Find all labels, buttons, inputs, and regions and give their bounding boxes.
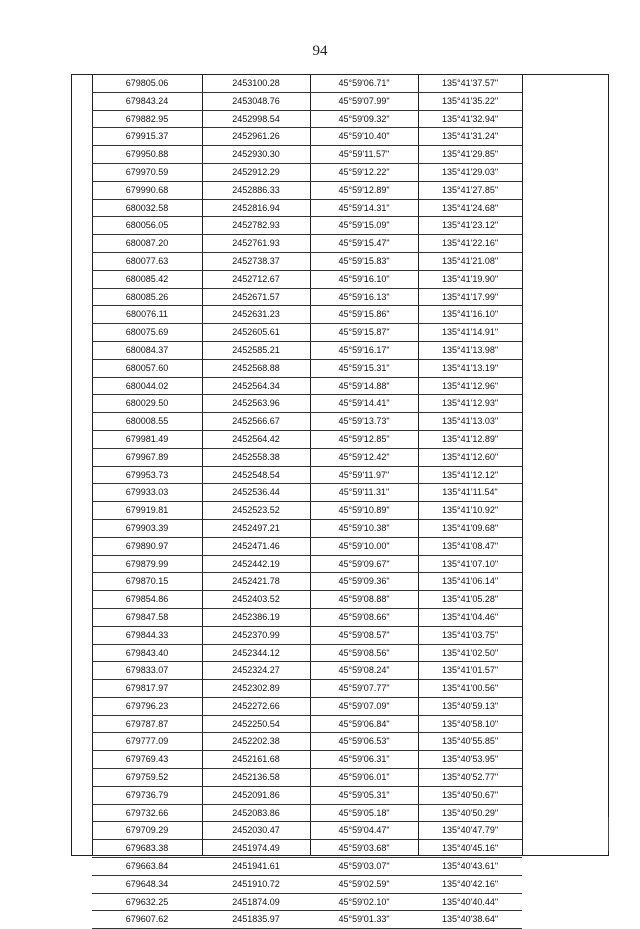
x-coordinate-cell: 679870.15 (125, 576, 169, 587)
x-coordinate-cell: 679648.34 (125, 878, 169, 889)
longitude-cell: 135°41'12.93" (441, 398, 499, 409)
longitude-cell: 135°41'27.85" (441, 184, 499, 195)
latitude-cell: 45°59'06.71" (338, 78, 390, 88)
longitude-cell: 135°40'47.79" (441, 825, 499, 836)
y-coordinate-cell: 2452202.38 (232, 736, 280, 747)
y-coordinate-cell: 2452161.68 (232, 754, 280, 765)
table-row (92, 911, 522, 929)
y-coordinate-cell: 2452030.47 (232, 825, 280, 836)
y-coordinate-cell: 2452370.99 (232, 629, 280, 640)
y-coordinate-cell: 2452272.66 (232, 700, 280, 711)
y-coordinate-cell: 2452536.44 (232, 487, 280, 498)
y-coordinate-cell: 2452250.54 (232, 718, 280, 729)
longitude-cell: 135°40'45.16" (441, 843, 499, 854)
table-row (92, 573, 522, 591)
x-coordinate-cell: 679981.49 (125, 433, 169, 444)
x-coordinate-cell: 679732.66 (125, 807, 169, 818)
x-coordinate-cell: 679796.23 (125, 700, 169, 711)
longitude-cell: 135°41'09.68" (441, 522, 499, 533)
x-coordinate-cell: 680044.02 (125, 380, 169, 391)
latitude-cell: 45°59'11.31" (338, 487, 390, 498)
y-coordinate-cell: 2452712.67 (232, 273, 280, 284)
x-coordinate-cell: 680085.26 (125, 291, 169, 302)
longitude-cell: 135°41'00.56" (441, 683, 499, 694)
x-coordinate-cell: 679950.88 (125, 149, 169, 160)
table-row (92, 484, 522, 502)
longitude-cell: 135°41'31.24" (441, 131, 499, 142)
y-coordinate-cell: 2452136.58 (232, 772, 280, 783)
table-row (92, 822, 522, 840)
x-coordinate-cell: 679890.97 (125, 540, 169, 551)
x-coordinate-cell: 679915.37 (125, 131, 169, 142)
y-coordinate-cell: 2452585.21 (232, 344, 280, 355)
latitude-cell: 45°59'07.99" (338, 95, 390, 106)
latitude-cell: 45°59'07.77" (338, 683, 390, 694)
longitude-cell: 135°41'23.12" (441, 220, 499, 231)
longitude-cell: 135°40'42.16" (441, 878, 499, 889)
latitude-cell: 45°59'03.07" (338, 861, 390, 872)
x-coordinate-cell: 679833.07 (125, 665, 169, 676)
longitude-cell: 135°41'32.94" (441, 113, 499, 124)
x-coordinate-cell: 679933.03 (125, 487, 169, 498)
x-coordinate-cell: 679990.68 (125, 184, 169, 195)
latitude-cell: 45°59'13.73" (338, 416, 390, 427)
longitude-cell: 135°41'21.08" (441, 255, 499, 266)
latitude-cell: 45°59'16.10" (338, 273, 390, 284)
x-coordinate-cell: 679879.99 (125, 558, 169, 569)
x-coordinate-cell: 679663.84 (125, 861, 169, 872)
latitude-cell: 45°59'06.53" (338, 736, 390, 747)
x-coordinate-cell: 679882.95 (125, 113, 169, 124)
y-coordinate-cell: 2452558.38 (232, 451, 280, 462)
table-row (92, 146, 522, 164)
y-coordinate-cell: 2452568.88 (232, 362, 280, 373)
latitude-cell: 45°59'06.01" (338, 772, 390, 783)
table-row (92, 894, 522, 912)
x-coordinate-cell: 680008.55 (125, 416, 169, 427)
table-row (92, 840, 522, 858)
x-coordinate-cell: 680075.69 (125, 327, 169, 338)
longitude-cell: 135°41'12.12" (441, 469, 499, 480)
y-coordinate-cell: 2452442.19 (232, 558, 280, 569)
longitude-cell: 135°41'22.16" (441, 238, 499, 249)
table-row (92, 200, 522, 218)
longitude-cell: 135°41'35.22" (441, 95, 499, 106)
latitude-cell: 45°59'11.57" (338, 149, 390, 160)
latitude-cell: 45°59'08.66" (338, 611, 390, 622)
x-coordinate-cell: 679736.79 (125, 789, 169, 800)
latitude-cell: 45°59'07.09" (338, 700, 390, 711)
y-coordinate-cell: 2452761.93 (232, 238, 280, 249)
longitude-cell: 135°40'40.44" (441, 896, 499, 907)
table-row (92, 164, 522, 182)
latitude-cell: 45°59'08.24" (338, 665, 390, 676)
table-row (92, 680, 522, 698)
x-coordinate-cell: 679769.43 (125, 754, 169, 765)
table-row (92, 520, 522, 538)
longitude-cell: 135°41'16.10" (441, 309, 499, 320)
longitude-cell: 135°41'13.98" (441, 344, 499, 355)
latitude-cell: 45°59'12.22" (338, 166, 390, 177)
longitude-cell: 135°40'59.13" (441, 700, 499, 711)
longitude-cell: 135°41'10.92" (441, 505, 499, 516)
table-row (92, 342, 522, 360)
y-coordinate-cell: 2451910.72 (232, 878, 280, 889)
latitude-cell: 45°59'14.41" (338, 398, 390, 409)
y-coordinate-cell: 2452566.67 (232, 416, 280, 427)
latitude-cell: 45°59'15.86" (338, 309, 390, 320)
y-coordinate-cell: 2452083.86 (232, 807, 280, 818)
latitude-cell: 45°59'08.56" (338, 647, 390, 658)
x-coordinate-cell: 679843.40 (125, 647, 169, 658)
table-row (92, 271, 522, 289)
latitude-cell: 45°59'09.67" (338, 558, 390, 569)
table-row (92, 217, 522, 235)
y-coordinate-cell: 2451974.49 (232, 843, 280, 854)
y-coordinate-cell: 2453048.76 (232, 95, 280, 106)
latitude-cell: 45°59'04.47" (338, 825, 390, 836)
y-coordinate-cell: 2452564.42 (232, 433, 280, 444)
table-row (92, 556, 522, 574)
x-coordinate-cell: 679919.81 (125, 505, 169, 516)
longitude-cell: 135°41'08.47" (441, 540, 499, 551)
latitude-cell: 45°59'01.33" (338, 914, 390, 925)
x-coordinate-cell: 679709.29 (125, 825, 169, 836)
x-coordinate-cell: 680085.42 (125, 273, 169, 284)
x-coordinate-cell: 680032.58 (125, 202, 169, 213)
longitude-cell: 135°41'03.75" (441, 629, 499, 640)
y-coordinate-cell: 2451874.09 (232, 896, 280, 907)
table-row (92, 306, 522, 324)
latitude-cell: 45°59'10.38" (338, 522, 390, 533)
table-row (92, 449, 522, 467)
table-row (92, 289, 522, 307)
x-coordinate-cell: 679777.09 (125, 736, 169, 747)
latitude-cell: 45°59'14.88" (338, 380, 390, 391)
table-row (92, 93, 522, 111)
latitude-cell: 45°59'02.10" (338, 896, 390, 907)
x-coordinate-cell: 680087.20 (125, 238, 169, 249)
latitude-cell: 45°59'06.84" (338, 718, 390, 729)
longitude-cell: 135°41'02.50" (441, 647, 499, 658)
table-row (92, 805, 522, 823)
latitude-cell: 45°59'05.18" (338, 807, 390, 818)
latitude-cell: 45°59'06.31" (338, 754, 390, 765)
x-coordinate-cell: 679843.24 (125, 95, 169, 106)
x-coordinate-cell: 680029.50 (125, 398, 169, 409)
y-coordinate-cell: 2452961.26 (232, 131, 280, 142)
latitude-cell: 45°59'12.42" (338, 451, 390, 462)
y-coordinate-cell: 2452998.54 (232, 113, 280, 124)
longitude-cell: 135°41'12.96" (441, 380, 499, 391)
longitude-cell: 135°41'13.19" (441, 362, 499, 373)
table-row (92, 769, 522, 787)
x-coordinate-cell: 679817.97 (125, 683, 169, 694)
y-coordinate-cell: 2452344.12 (232, 647, 280, 658)
table-row (92, 235, 522, 253)
margin-mark (608, 817, 609, 851)
coordinates-table (71, 74, 609, 925)
longitude-cell: 135°41'24.68" (441, 202, 499, 213)
y-coordinate-cell: 2452782.93 (232, 220, 280, 231)
y-coordinate-cell: 2452471.46 (232, 540, 280, 551)
latitude-cell: 45°59'12.85" (338, 433, 390, 444)
y-coordinate-cell: 2452738.37 (232, 255, 280, 266)
table-row (92, 253, 522, 271)
y-coordinate-cell: 2453100.28 (232, 78, 280, 88)
y-coordinate-cell: 2452671.57 (232, 291, 280, 302)
y-coordinate-cell: 2451835.97 (232, 914, 280, 925)
latitude-cell: 45°59'15.83" (338, 255, 390, 266)
longitude-cell: 135°40'55.85" (441, 736, 499, 747)
latitude-cell: 45°59'15.09" (338, 220, 390, 231)
longitude-cell: 135°41'05.28" (441, 594, 499, 605)
x-coordinate-cell: 680077.63 (125, 255, 169, 266)
x-coordinate-cell: 680084.37 (125, 344, 169, 355)
latitude-cell: 45°59'15.87" (338, 327, 390, 338)
longitude-cell: 135°41'11.54" (442, 487, 498, 498)
longitude-cell: 135°40'58.10" (441, 718, 499, 729)
latitude-cell: 45°59'08.57" (338, 629, 390, 640)
y-coordinate-cell: 2452302.89 (232, 683, 280, 694)
longitude-cell: 135°41'19.90" (441, 273, 499, 284)
x-coordinate-cell: 679847.58 (125, 611, 169, 622)
table-row (92, 324, 522, 342)
longitude-cell: 135°40'52.77" (441, 772, 499, 783)
table-row (92, 467, 522, 485)
table-row (92, 858, 522, 876)
table-row (92, 413, 522, 431)
y-coordinate-cell: 2452523.52 (232, 505, 280, 516)
longitude-cell: 135°40'50.29" (441, 807, 499, 818)
latitude-cell: 45°59'08.88" (338, 594, 390, 605)
table-row (92, 378, 522, 396)
longitude-cell: 135°41'29.03" (441, 166, 499, 177)
x-coordinate-cell: 679967.89 (125, 451, 169, 462)
y-coordinate-cell: 2452912.29 (232, 166, 280, 177)
table-row (92, 876, 522, 894)
longitude-cell: 135°41'12.89" (441, 433, 499, 444)
y-coordinate-cell: 2452563.96 (232, 398, 280, 409)
x-coordinate-cell: 679632.25 (125, 896, 169, 907)
latitude-cell: 45°59'03.68" (338, 843, 390, 854)
y-coordinate-cell: 2452816.94 (232, 202, 280, 213)
y-coordinate-cell: 2452548.54 (232, 469, 280, 480)
y-coordinate-cell: 2451941.61 (232, 861, 280, 872)
longitude-cell: 135°40'43.61" (441, 861, 499, 872)
longitude-cell: 135°41'04.46" (441, 611, 499, 622)
x-coordinate-cell: 679787.87 (125, 718, 169, 729)
x-coordinate-cell: 679903.39 (125, 522, 169, 533)
y-coordinate-cell: 2452605.61 (232, 327, 280, 338)
longitude-cell: 135°41'14.91" (441, 327, 499, 338)
latitude-cell: 45°59'16.13" (338, 291, 390, 302)
latitude-cell: 45°59'09.32" (338, 113, 390, 124)
table-row (92, 662, 522, 680)
table-row (92, 751, 522, 769)
y-coordinate-cell: 2452386.19 (232, 611, 280, 622)
longitude-cell: 135°41'06.14" (441, 576, 499, 587)
x-coordinate-cell: 680056.05 (125, 220, 169, 231)
latitude-cell: 45°59'09.36" (338, 576, 390, 587)
table-row (92, 787, 522, 805)
table-row (92, 627, 522, 645)
y-coordinate-cell: 2452886.33 (232, 184, 280, 195)
table-row (92, 733, 522, 751)
latitude-cell: 45°59'15.31" (338, 362, 390, 373)
x-coordinate-cell: 679970.59 (125, 166, 169, 177)
longitude-cell: 135°40'50.67" (441, 789, 499, 800)
table-row (92, 538, 522, 556)
x-coordinate-cell: 679759.52 (125, 772, 169, 783)
x-coordinate-cell: 679683.38 (125, 843, 169, 854)
latitude-cell: 45°59'02.59" (338, 878, 390, 889)
y-coordinate-cell: 2452403.52 (232, 594, 280, 605)
longitude-cell: 135°40'38.64" (441, 914, 499, 925)
table-row (92, 591, 522, 609)
table-row (92, 395, 522, 413)
table-row (92, 75, 522, 93)
y-coordinate-cell: 2452324.27 (232, 665, 280, 676)
latitude-cell: 45°59'14.31" (338, 202, 390, 213)
latitude-cell: 45°59'10.89" (338, 505, 390, 516)
x-coordinate-cell: 680076.11 (126, 309, 168, 320)
y-coordinate-cell: 2452631.23 (232, 309, 280, 320)
x-coordinate-cell: 680057.60 (125, 362, 169, 373)
table-row (92, 502, 522, 520)
y-coordinate-cell: 2452564.34 (232, 380, 280, 391)
x-coordinate-cell: 679805.06 (125, 78, 169, 88)
y-coordinate-cell: 2452091.86 (232, 789, 280, 800)
longitude-cell: 135°41'17.99" (441, 291, 499, 302)
longitude-cell: 135°41'12.60" (441, 451, 499, 462)
longitude-cell: 135°41'37.57" (441, 78, 499, 88)
latitude-cell: 45°59'16.17" (338, 344, 390, 355)
table-row (92, 431, 522, 449)
latitude-cell: 45°59'12.89" (338, 184, 390, 195)
longitude-cell: 135°41'13.03" (441, 416, 499, 427)
x-coordinate-cell: 679607.62 (125, 914, 169, 925)
table-body (92, 75, 522, 929)
y-coordinate-cell: 2452930.30 (232, 149, 280, 160)
latitude-cell: 45°59'15.47" (338, 238, 390, 249)
table-row (92, 645, 522, 663)
table-row (92, 128, 522, 146)
table-row (92, 716, 522, 734)
latitude-cell: 45°59'10.00" (338, 540, 390, 551)
x-coordinate-cell: 679953.73 (125, 469, 169, 480)
x-coordinate-cell: 679844.33 (125, 629, 169, 640)
latitude-cell: 45°59'11.97" (338, 469, 390, 480)
latitude-cell: 45°59'05.31" (338, 789, 390, 800)
y-coordinate-cell: 2452421.78 (232, 576, 280, 587)
table-row (92, 111, 522, 129)
y-coordinate-cell: 2452497.21 (232, 522, 280, 533)
x-coordinate-cell: 679854.86 (125, 594, 169, 605)
table-row (92, 182, 522, 200)
table-row (92, 609, 522, 627)
table-row (92, 698, 522, 716)
column-divider (522, 75, 523, 855)
longitude-cell: 135°40'53.95" (441, 754, 499, 765)
latitude-cell: 45°59'10.40" (338, 131, 390, 142)
longitude-cell: 135°41'29.85" (441, 149, 499, 160)
longitude-cell: 135°41'01.57" (441, 665, 499, 676)
table-row (92, 360, 522, 378)
longitude-cell: 135°41'07.10" (441, 558, 499, 569)
page-number: 94 (312, 43, 328, 59)
